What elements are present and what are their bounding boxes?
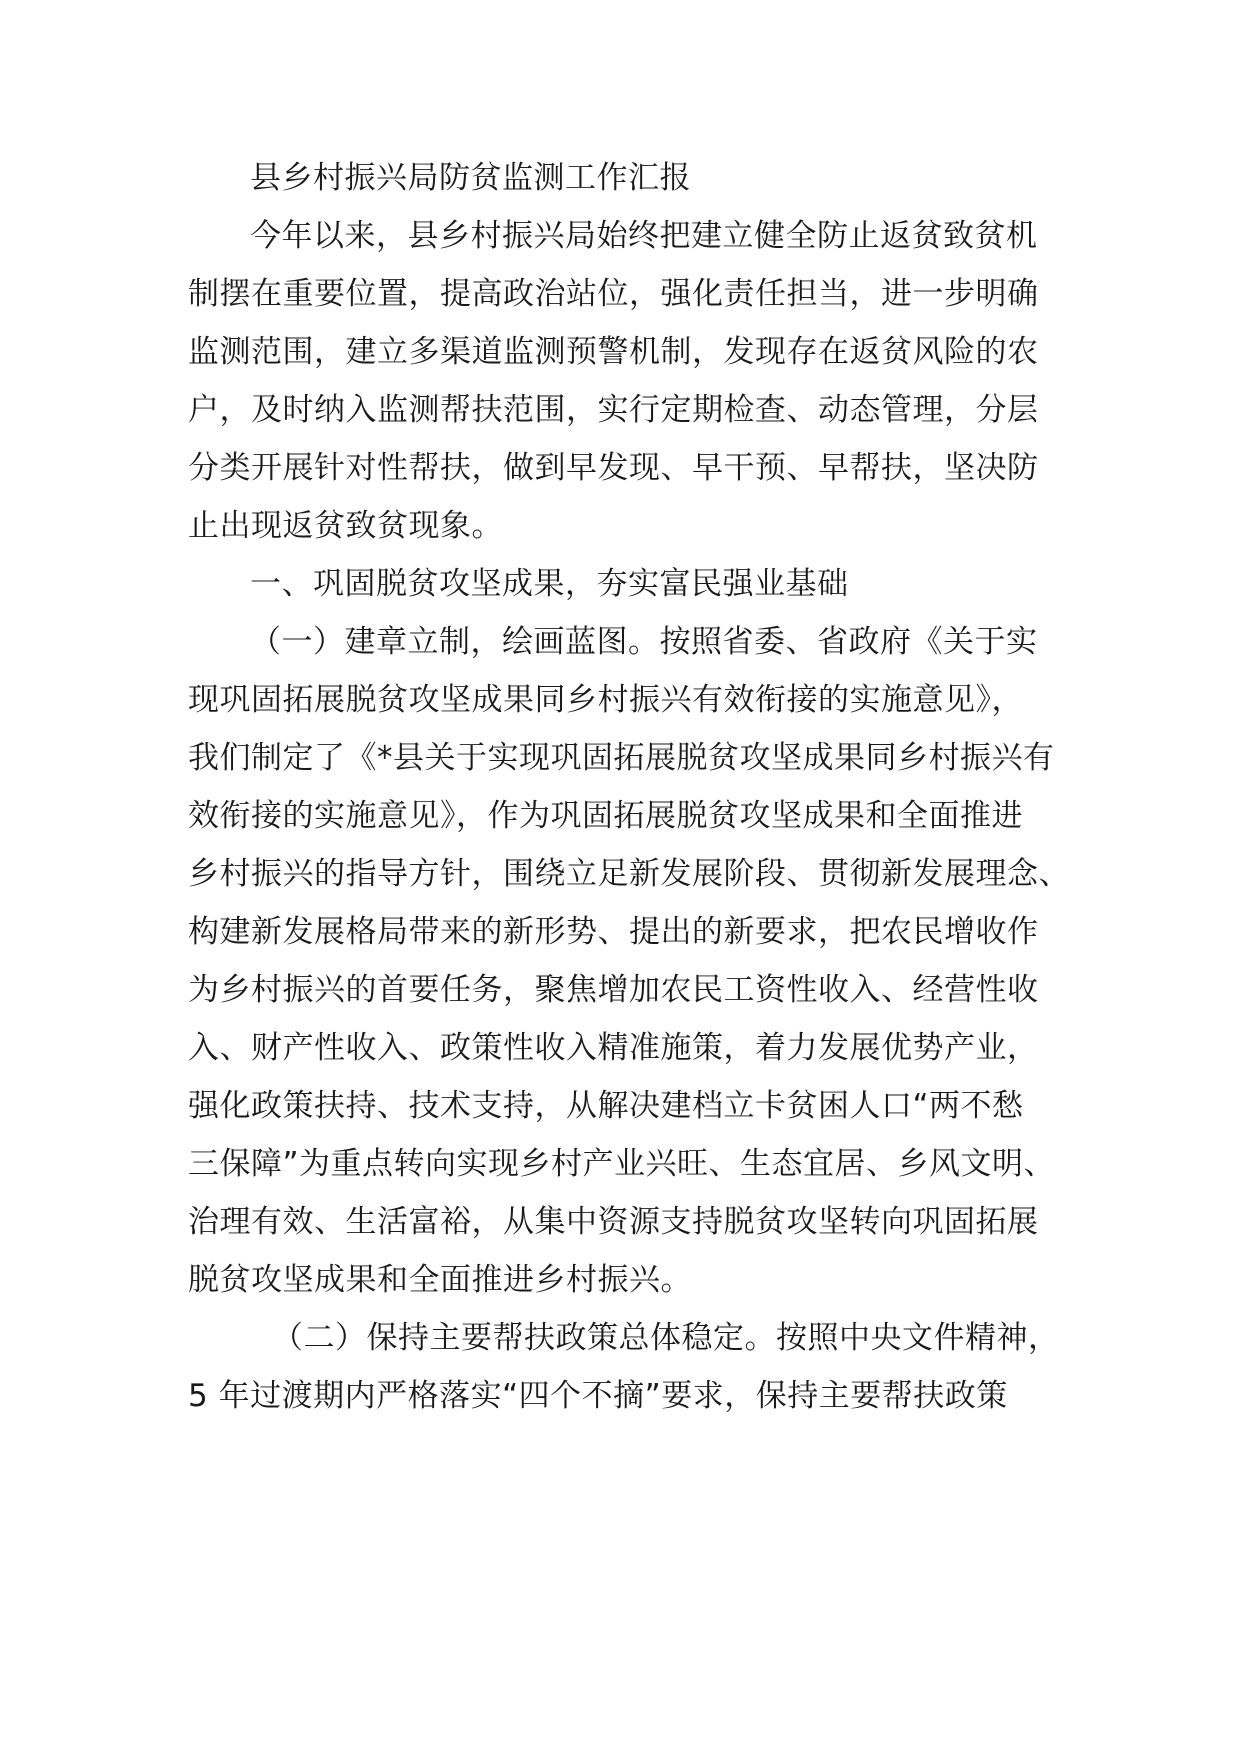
paragraph-line: 强化政策扶持、技术支持，从解决建档立卡贫困人口“两不愁 bbox=[188, 1088, 1024, 1124]
paragraph-line: 5 年过渡期内严格落实“四个不摘”要求，保持主要帮扶政策 bbox=[188, 1378, 1008, 1414]
paragraph-line: （一）建章立制，绘画蓝图。按照省委、省政府《关于实 bbox=[250, 624, 1038, 660]
paragraph-line: 构建新发展格局带来的新形势、提出的新要求，把农民增收作 bbox=[188, 914, 1039, 950]
paragraph-line: 现巩固拓展脱贫攻坚成果同乡村振兴有效衔接的实施意见》， bbox=[188, 682, 1023, 718]
paragraph-line: （二）保持主要帮扶政策总体稳定。按照中央文件精神， bbox=[272, 1320, 1060, 1356]
paragraph-line: 分类开展针对性帮扶，做到早发现、早干预、早帮扶，坚决防 bbox=[188, 450, 1039, 486]
paragraph-line: 户，及时纳入监测帮扶范围，实行定期检查、动态管理，分层 bbox=[188, 392, 1039, 428]
paragraph-line: 效衔接的实施意见》，作为巩固拓展脱贫攻坚成果和全面推进 bbox=[188, 798, 1023, 834]
paragraph-line: 止出现返贫致贫现象。 bbox=[188, 508, 503, 544]
paragraph-line: 今年以来，县乡村振兴局始终把建立健全防止返贫致贫机 bbox=[250, 218, 1038, 254]
paragraph-line: 乡村振兴的指导方针，围绕立足新发展阶段、贯彻新发展理念、 bbox=[188, 856, 1070, 892]
document-title: 县乡村振兴局防贫监测工作汇报 bbox=[250, 160, 691, 196]
paragraph-line: 制摆在重要位置，提高政治站位，强化责任担当，进一步明确 bbox=[188, 276, 1039, 312]
paragraph-line: 三保障”为重点转向实现乡村产业兴旺、生态宜居、乡风文明、 bbox=[188, 1146, 1056, 1182]
paragraph-line: 入、财产性收入、政策性收入精准施策，着力发展优势产业， bbox=[188, 1030, 1039, 1066]
paragraph-line: 脱贫攻坚成果和全面推进乡村振兴。 bbox=[188, 1262, 692, 1298]
paragraph-line: 为乡村振兴的首要任务，聚焦增加农民工资性收入、经营性收 bbox=[188, 972, 1039, 1008]
paragraph-line: 我们制定了《*县关于实现巩固拓展脱贫攻坚成果同乡村振兴有 bbox=[188, 740, 1055, 776]
paragraph-line: 监测范围，建立多渠道监测预警机制，发现存在返贫风险的农 bbox=[188, 334, 1039, 370]
section-heading: 一、巩固脱贫攻坚成果，夯实富民强业基础 bbox=[250, 566, 849, 602]
paragraph-line: 治理有效、生活富裕，从集中资源支持脱贫攻坚转向巩固拓展 bbox=[188, 1204, 1039, 1240]
